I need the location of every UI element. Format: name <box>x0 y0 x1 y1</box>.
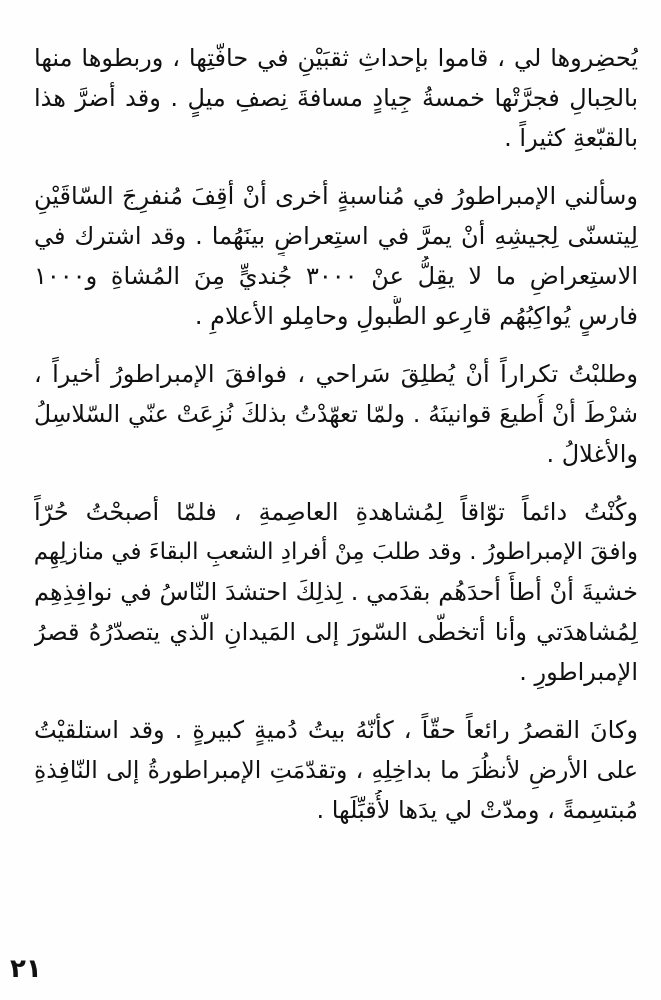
text-line: لِيتسنّى لِجيشِهِ أنْ يمرَّ في استِعراضٍ بينَهُما . وقد اشترك في <box>34 222 638 250</box>
paragraph-1 <box>34 38 638 158</box>
text-line: وطلبْتُ تكراراً أنْ يُطلِقَ سَراحي ، فوافقَ الإمبراطورُ أخيراً ، <box>34 360 638 388</box>
text-line: بالحِبالِ فجرَّتْها خمسةُ جِيادٍ مسافةَ نِصفِ ميلٍ . وقد أضرَّ هذا <box>34 84 638 112</box>
text-line: مُبتسِمةً ، ومدّتْ لي يدَها لأُقبِّلَها . <box>316 796 638 824</box>
text-line: لِمُشاهدَتي وأنا أتخطّى السّورَ إلى المَيدانِ الّذي يتصدّرُهُ قصرُ <box>34 618 638 646</box>
text-line: والأغلالُ . <box>546 440 638 468</box>
text-line: الاستِعراضِ ما لا يقِلُّ عنْ ٣٠٠٠ جُنديٍّ مِنَ المُشاةِ و١٠٠٠ <box>34 262 638 290</box>
text-line: الإمبراطورِ . <box>519 658 638 686</box>
paragraph-5 <box>34 710 638 830</box>
paragraph-2 <box>34 176 638 336</box>
paragraph-4 <box>34 492 638 692</box>
text-line: يُحضِروها لي ، قاموا بإحداثِ ثقبَيْنِ في حافّتِها ، وربطوها منها <box>34 44 638 72</box>
text-block <box>34 38 638 848</box>
text-line: وافقَ الإمبراطورُ . وقد طلبَ مِنْ أفرادِ الشعبِ البقاءَ في منازلِهِم <box>34 539 638 565</box>
text-line: وكُنْتُ دائماً توّاقاً لِمُشاهدةِ العاصِمةِ ، فلمّا أصبحْتُ حُرّاً <box>34 498 638 526</box>
text-line: وسألني الإمبراطورُ في مُناسبةٍ أخرى أنْ أقِفَ مُنفرِجَ السّاقَيْنِ <box>34 182 638 210</box>
text-line: على الأرضِ لأنظُرَ ما بداخِلِهِ ، وتقدّمَتِ الإمبراطورةُ إلى النّافِذةِ <box>34 756 638 784</box>
text-line: فارسٍ يُواكِبُهُم قارِعو الطُّبولِ وحامِلو الأعلامِ . <box>194 302 638 330</box>
text-line: وكانَ القصرُ رائعاً حقّاً ، كأنّهُ بيتُ دُميةٍ كبيرةٍ . وقد استلقيْتُ <box>34 716 638 744</box>
text-line: خشيةَ أنْ أطأَ أحدَهُم بقدَمي . لِذلِكَ احتشدَ النّاسُ في نوافِذِهِم <box>34 578 638 606</box>
paragraph-3 <box>34 354 638 474</box>
text-line: بالقبّعةِ كثيراً . <box>504 124 638 152</box>
page-number: ٢١ <box>10 954 42 984</box>
text-line: شرْطَ أنْ أُطيعَ قوانينَهُ . ولمّا تعهّدْتُ بذلكَ نُزِعَتْ عنّي السّلاسِلُ <box>34 400 638 428</box>
